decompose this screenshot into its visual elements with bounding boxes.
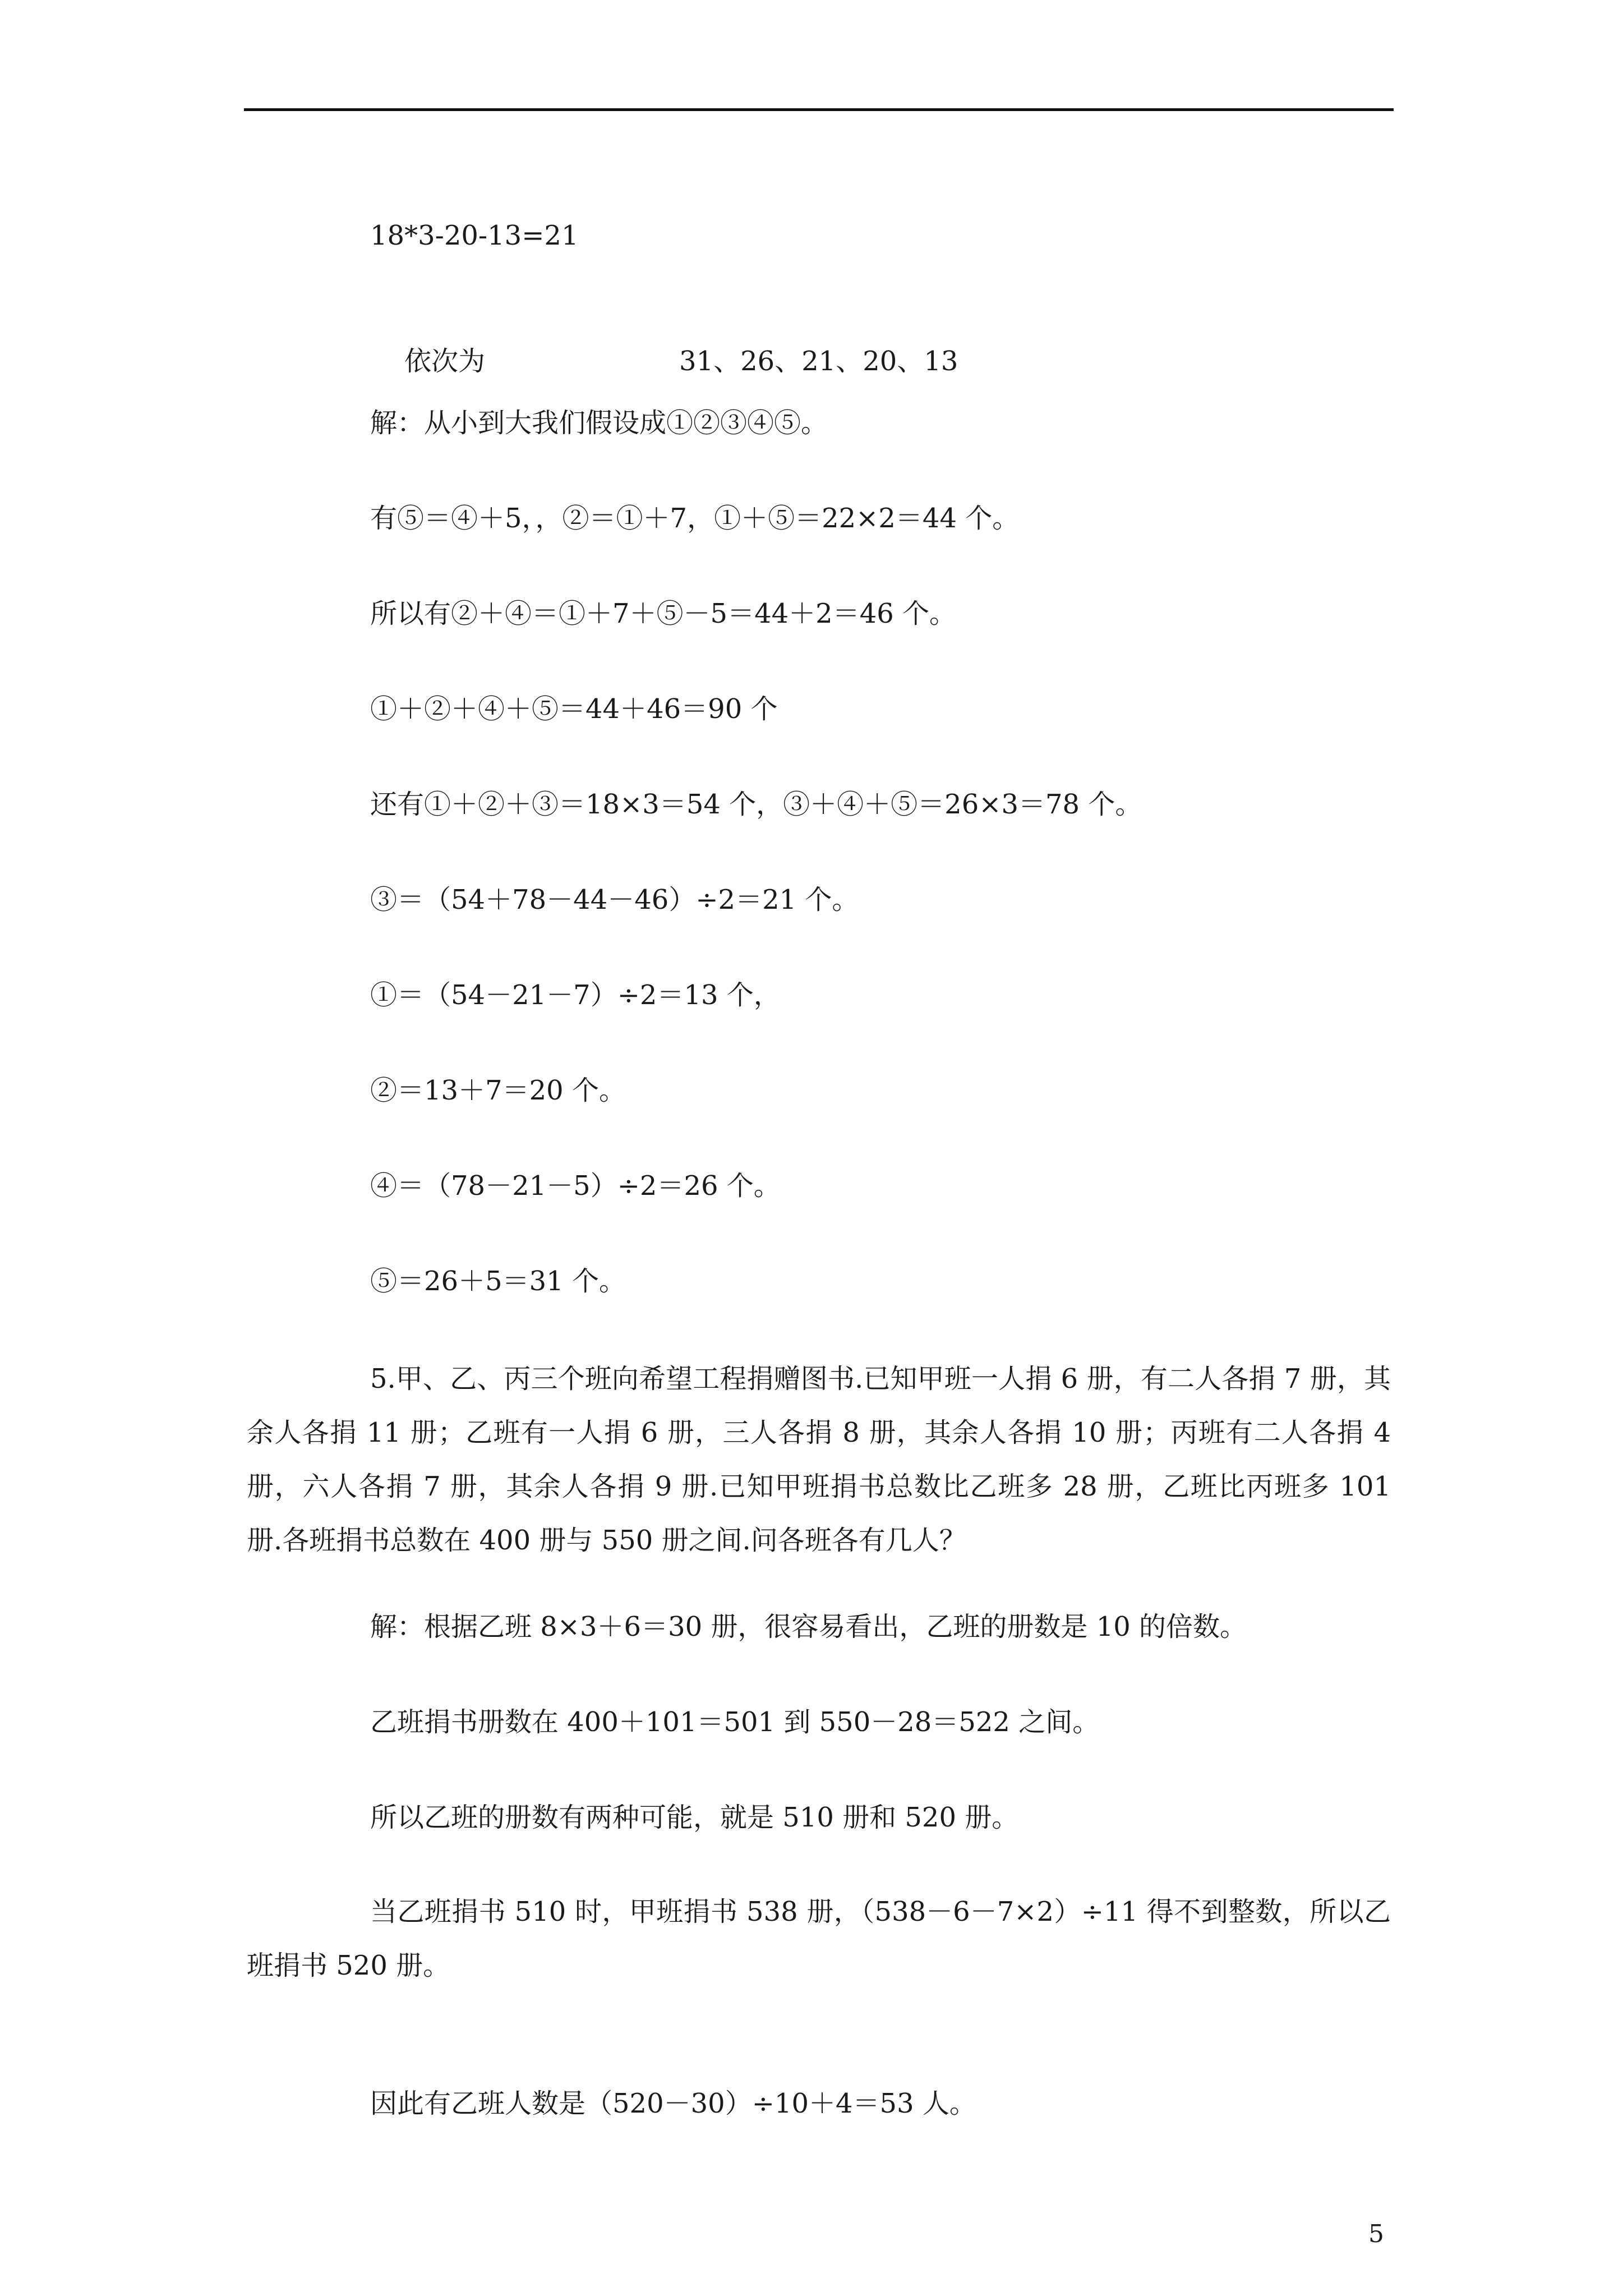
solution-line: 还有①＋②＋③＝18×3＝54 个，③＋④＋⑤＝26×3＝78 个。 (370, 789, 1142, 820)
problem-5-final: 因此有乙班人数是（520－30）÷10＋4＝53 人。 (370, 2088, 976, 2119)
solution-line: ①＝（54－21－7）÷2＝13 个， (370, 979, 781, 1011)
solution-line: ①＋②＋④＋⑤＝44＋46＝90 个 (370, 693, 778, 725)
problem-5-solution-line: 所以乙班的册数有两种可能，就是 510 册和 520 册。 (370, 1802, 1019, 1833)
problem-5-solution-line: 解：根据乙班 8×3＋6＝30 册，很容易看出，乙班的册数是 10 的倍数。 (370, 1611, 1247, 1642)
solution-line: ④＝（78－21－5）÷2＝26 个。 (370, 1170, 781, 1202)
page-number: 5 (1368, 2220, 1384, 2248)
solution-line: 所以有②＋④＝①＋7＋⑤－5＝44＋2＝46 个。 (370, 598, 957, 629)
equation-line: 18*3-20-13=21 (370, 220, 579, 251)
solution-line: 解：从小到大我们假设成①②③④⑤。 (370, 407, 828, 439)
order-values: 31、26、21、20、13 (679, 346, 958, 377)
solution-line: ⑤＝26＋5＝31 个。 (370, 1266, 626, 1297)
order-label: 依次为 (404, 346, 486, 377)
solution-line: ③＝（54＋78－44－46）÷2＝21 个。 (370, 884, 859, 915)
order-line (370, 311, 958, 412)
solution-line: 有⑤＝④＋5，，②＝①＋7，①＋⑤＝22×2＝44 个。 (370, 503, 1020, 534)
header-rule (244, 108, 1394, 111)
problem-5-case: 当乙班捐书 510 时，甲班捐书 538 册，（538－6－7×2）÷11 得不到整数，所以乙班捐书 520 册。 (247, 1896, 1391, 1981)
problem-5-solution-line: 乙班捐书册数在 400＋101＝501 到 550－28＝522 之间。 (370, 1706, 1100, 1738)
solution-line: ②＝13＋7＝20 个。 (370, 1075, 626, 1106)
problem-5-text: 5.甲、乙、丙三个班向希望工程捐赠图书.已知甲班一人捐 6 册，有二人各捐 7 册，其余人各捐 11 册；乙班有一人捐 6 册，三人各捐 8 册，其余人各捐 10 册；丙班有二人各捐 4 册，六人各捐 7 册，其余人各捐 9 册.已知甲班捐书总数比乙班多 28 册，乙班比丙班多 101 册.各班捐书总数在 400 册与 550 册之间.问各班各有几人？ (247, 1363, 1391, 1556)
